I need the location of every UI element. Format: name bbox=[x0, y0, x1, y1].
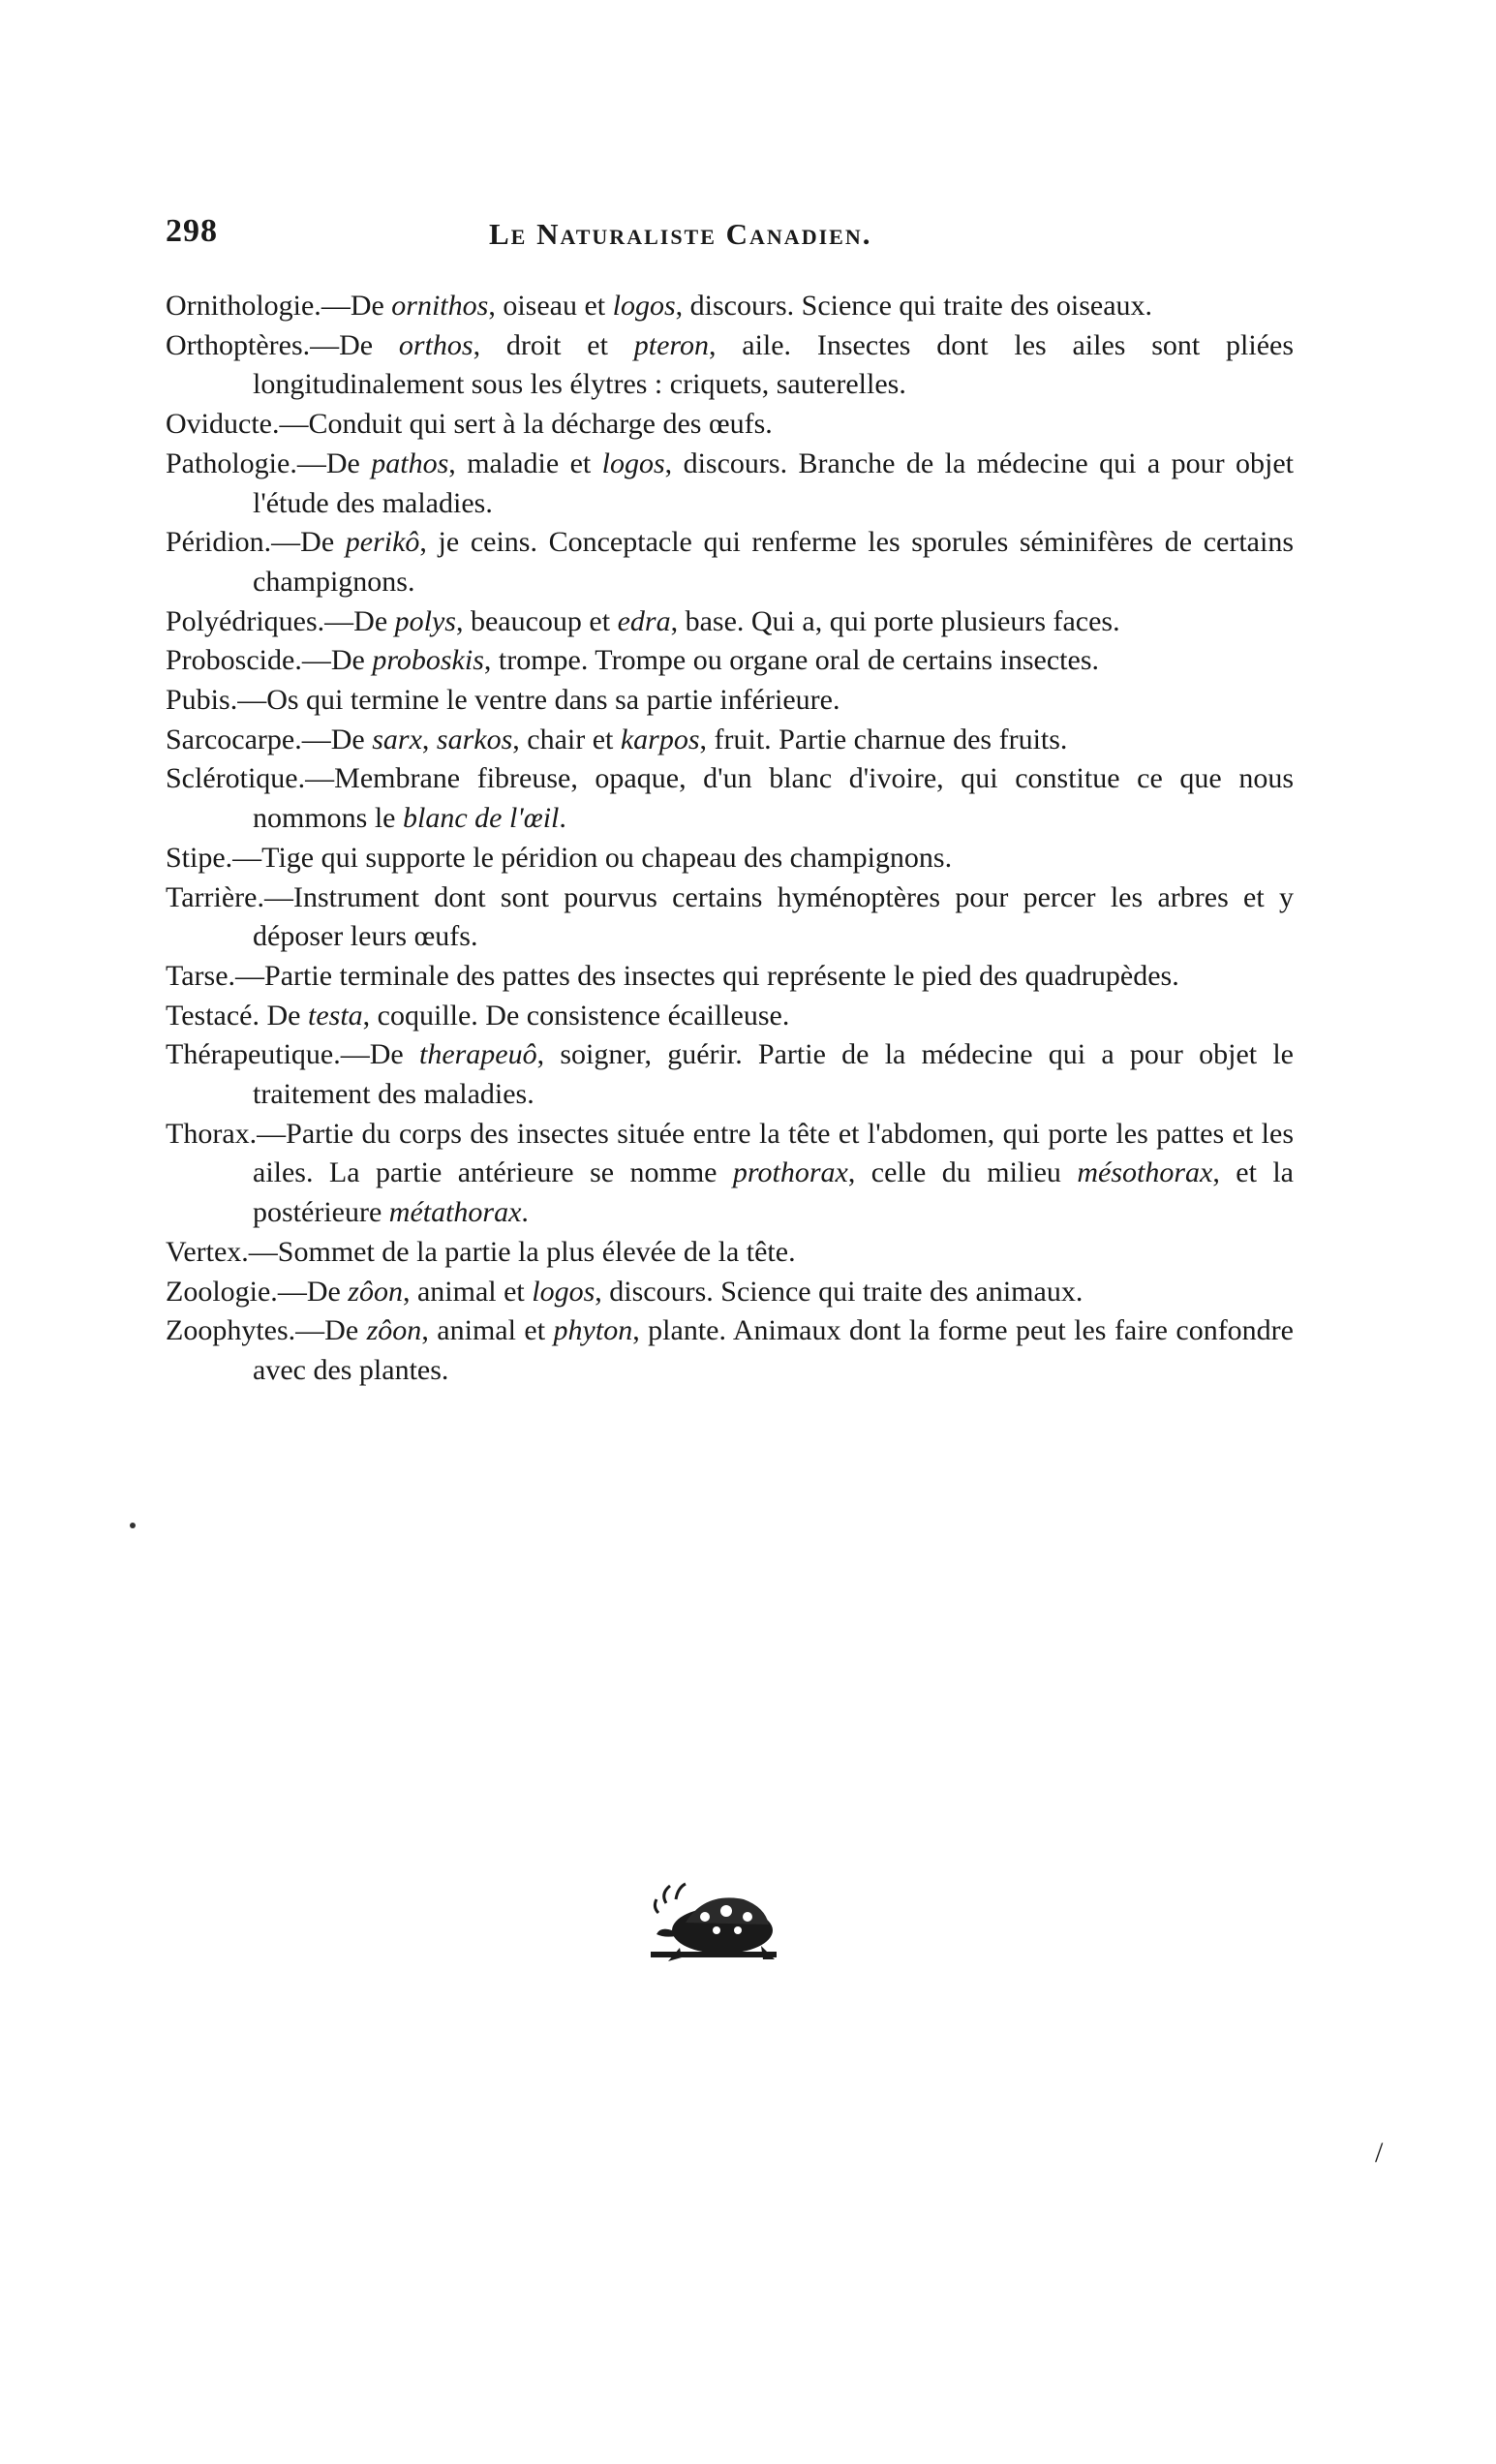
glossary-separator: — bbox=[248, 1235, 278, 1268]
glossary-term: Stipe. bbox=[166, 841, 233, 874]
glossary-term: Sarcocarpe. bbox=[166, 723, 302, 755]
stray-mark: / bbox=[1375, 2137, 1384, 2169]
glossary-etymon: zôon bbox=[366, 1314, 422, 1347]
glossary-etymon: edra bbox=[617, 604, 671, 637]
glossary-text: Membrane fibreuse, opaque, d'un blanc d'ivoire, qui constitue ce que nous nommons le bbox=[253, 762, 1294, 835]
glossary-term: Sclérotique. bbox=[166, 762, 306, 795]
glossary-etymon: pteron bbox=[633, 328, 709, 361]
glossary-entry bbox=[166, 287, 1294, 326]
glossary-text: Os qui termine le ventre dans sa partie inférieure. bbox=[266, 684, 840, 717]
glossary-entry bbox=[166, 997, 1294, 1036]
glossary-text: Sommet de la partie la plus élevée de la tête. bbox=[277, 1235, 796, 1268]
glossary-text: , coquille. De consistence écailleuse. bbox=[362, 999, 790, 1032]
glossary-term: Zoologie. bbox=[166, 1275, 278, 1308]
glossary-separator: — bbox=[232, 841, 262, 874]
glossary-text: , animal et bbox=[402, 1275, 533, 1308]
glossary-text: , beaucoup et bbox=[455, 604, 618, 637]
glossary-etymon: therapeuô bbox=[418, 1038, 537, 1071]
glossary-separator: —De bbox=[301, 644, 373, 677]
glossary-entry bbox=[166, 1273, 1294, 1312]
glossary-etymon: proboskis bbox=[372, 644, 484, 677]
glossary-etymon: logos bbox=[612, 290, 676, 322]
glossary-entry bbox=[166, 602, 1294, 642]
glossary-entry bbox=[166, 523, 1294, 601]
glossary-etymon: karpos bbox=[620, 723, 700, 755]
glossary-etymon: polys bbox=[394, 604, 456, 637]
glossary-entry bbox=[166, 957, 1294, 997]
glossary-etymon: métathorax bbox=[388, 1196, 522, 1229]
glossary-text: , discours. Branche de la médecine qui a pour objet l'étude des maladies. bbox=[253, 447, 1294, 519]
glossary-text: , bbox=[421, 723, 437, 755]
glossary-entry bbox=[166, 445, 1294, 523]
glossary-text: , maladie et bbox=[448, 447, 602, 479]
glossary-text: , animal et bbox=[421, 1314, 554, 1347]
glossary-separator: —De bbox=[277, 1275, 349, 1308]
glossary-etymon: testa bbox=[308, 999, 363, 1032]
glossary-term: Ornithologie. bbox=[166, 290, 321, 322]
glossary-entry bbox=[166, 405, 1294, 445]
glossary-text: Partie du corps des insectes située entre la tête et l'abdomen, qui porte les pattes et les ailes. La partie antérieure se nomme bbox=[253, 1117, 1294, 1189]
glossary-etymon: prothorax bbox=[732, 1156, 848, 1189]
glossary-term: Thérapeutique. bbox=[166, 1038, 341, 1071]
glossary-etymon: orthos bbox=[398, 328, 473, 361]
glossary-etymon: zôon bbox=[348, 1275, 403, 1308]
glossary-text: , droit et bbox=[473, 328, 634, 361]
glossary-entry bbox=[166, 1311, 1294, 1390]
glossary-text: , plante. Animaux dont la forme peut les faire confondre avec des plantes. bbox=[253, 1314, 1294, 1386]
glossary-text: . bbox=[559, 802, 566, 835]
running-head: Le Naturaliste Canadien. bbox=[489, 217, 872, 251]
glossary-etymon: phyton bbox=[553, 1314, 633, 1347]
glossary-text: , discours. Science qui traite des animaux. bbox=[595, 1275, 1084, 1308]
glossary-separator: —De bbox=[271, 526, 346, 559]
glossary-term: Polyédriques. bbox=[166, 604, 325, 637]
glossary-etymon: perikô bbox=[345, 526, 420, 559]
glossary-separator: —De bbox=[321, 290, 392, 322]
glossary-separator: — bbox=[279, 408, 309, 441]
glossary-text: , fruit. Partie charnue des fruits. bbox=[699, 723, 1068, 755]
glossary-entry bbox=[166, 759, 1294, 838]
glossary-entry bbox=[166, 641, 1294, 681]
glossary-text: , je ceins. Conceptacle qui renferme les sporules séminifères de certains champignons. bbox=[253, 526, 1294, 598]
glossary-term: Tarrière. bbox=[166, 880, 264, 913]
glossary-entry bbox=[166, 839, 1294, 878]
glossary-separator: De bbox=[260, 999, 308, 1032]
glossary-etymon: mésothorax bbox=[1077, 1156, 1213, 1189]
glossary-separator: —De bbox=[301, 723, 373, 755]
glossary-term: Tarse. bbox=[166, 959, 236, 992]
glossary-text: Instrument dont sont pourvus certains hyménoptères pour percer les arbres et y déposer leurs œufs. bbox=[253, 880, 1294, 953]
glossary-entry bbox=[166, 721, 1294, 760]
glossary-term: Oviducte. bbox=[166, 408, 280, 441]
glossary-text: , celle du milieu bbox=[847, 1156, 1078, 1189]
glossary-separator: — bbox=[263, 880, 293, 913]
glossary-text: , trompe. Trompe ou organe oral de certains insectes. bbox=[483, 644, 1100, 677]
glossary-text: , oiseau et bbox=[488, 290, 613, 322]
glossary-etymon: ornithos bbox=[391, 290, 489, 322]
glossary-entry bbox=[166, 326, 1294, 405]
glossary-term: Zoophytes. bbox=[166, 1314, 296, 1347]
glossary-text: , aile. Insectes dont les ailes sont pliées longitudinalement sous les élytres : criquets, sauterelles. bbox=[253, 328, 1295, 401]
glossary-separator: —De bbox=[295, 1314, 367, 1347]
glossary-entry bbox=[166, 878, 1294, 957]
glossary-etymon: logos bbox=[601, 447, 665, 479]
glossary-separator: — bbox=[257, 1117, 287, 1150]
glossary-text: , discours. Science qui traite des oiseaux. bbox=[675, 290, 1153, 322]
glossary-text: , chair et bbox=[512, 723, 621, 755]
glossary-text: Tige qui supporte le péridion ou chapeau des champignons. bbox=[261, 841, 953, 874]
glossary-term: Testacé. bbox=[166, 999, 260, 1032]
glossary-term: Pubis. bbox=[166, 684, 238, 717]
glossary-etymon: sarkos bbox=[436, 723, 513, 755]
glossary-separator: — bbox=[305, 762, 335, 795]
glossary-term: Vertex. bbox=[166, 1235, 249, 1268]
glossary-term: Thorax. bbox=[166, 1117, 258, 1150]
glossary-separator: — bbox=[237, 684, 267, 717]
glossary-etymon: pathos bbox=[371, 447, 449, 479]
turtle-vignette-icon bbox=[647, 1874, 782, 1966]
glossary-etymon: sarx bbox=[372, 723, 422, 755]
glossary-text: , base. Qui a, qui porte plusieurs faces. bbox=[670, 604, 1120, 637]
glossary-separator: —De bbox=[340, 1038, 419, 1071]
glossary-text: Conduit qui sert à la décharge des œufs. bbox=[308, 408, 773, 441]
glossary-term: Péridion. bbox=[166, 526, 272, 559]
glossary-term: Proboscide. bbox=[166, 644, 302, 677]
glossary-entry bbox=[166, 1233, 1294, 1273]
glossary-etymon: logos bbox=[532, 1275, 595, 1308]
glossary-separator: —De bbox=[310, 328, 399, 361]
glossary-text: . bbox=[521, 1196, 529, 1229]
glossary-entry bbox=[166, 1115, 1294, 1233]
glossary-term: Pathologie. bbox=[166, 447, 297, 479]
glossary-text: Partie terminale des pattes des insectes qui représente le pied des quadrupèdes. bbox=[264, 959, 1179, 992]
glossary-entry bbox=[166, 681, 1294, 721]
glossary-etymon: blanc de l'œil bbox=[403, 802, 560, 835]
glossary-entry bbox=[166, 1035, 1294, 1114]
glossary-text: , et la postérieure bbox=[253, 1156, 1295, 1229]
glossary-separator: —De bbox=[324, 604, 395, 637]
page-number: 298 bbox=[166, 213, 218, 249]
glossary-list bbox=[166, 287, 1294, 1391]
glossary-separator: —De bbox=[296, 447, 372, 479]
glossary-term: Orthoptères. bbox=[166, 328, 311, 361]
glossary-separator: — bbox=[235, 959, 265, 992]
margin-speck bbox=[130, 1523, 136, 1528]
glossary-text: , soigner, guérir. Partie de la médecine qui a pour objet le traitement des maladies. bbox=[253, 1038, 1294, 1111]
